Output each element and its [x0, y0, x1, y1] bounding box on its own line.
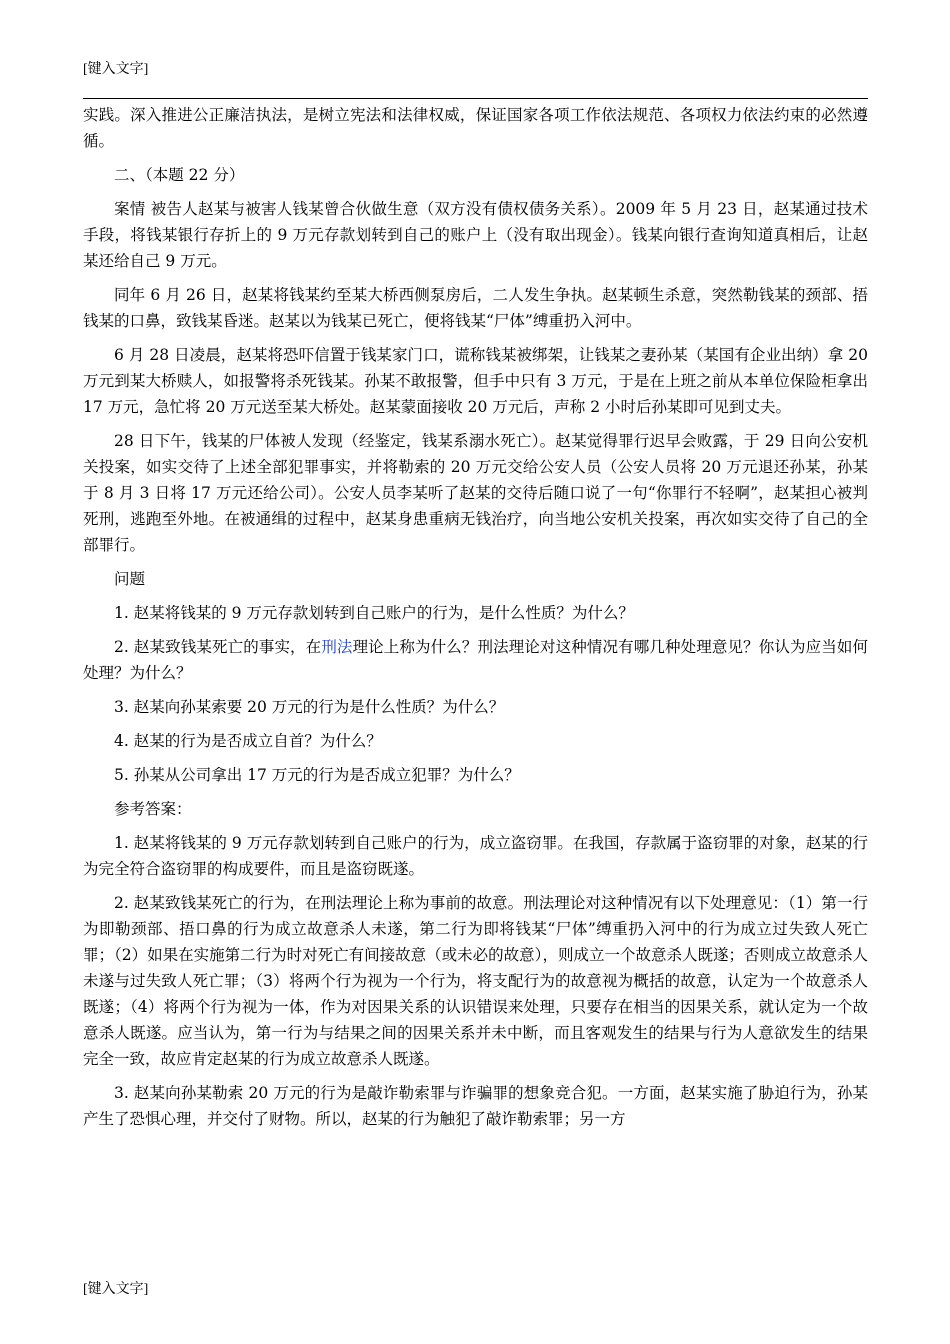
page-footer: [键入文字]: [83, 1282, 149, 1297]
case-paragraph-1: 案情 被告人赵某与被害人钱某曾合伙做生意（双方没有债权债务关系）。2009 年 5 月 23 日，赵某通过技术手段，将钱某银行存折上的 9 万元存款划转到自己的账户上（没有取出现金）。钱某向银行查询知道真相后，让赵某还给自己 9 万元。: [83, 200, 868, 270]
case-paragraph-4: 28 日下午，钱某的尸体被人发现（经鉴定，钱某系溺水死亡）。赵某觉得罪行迟早会败露，于 29 日向公安机关投案，如实交待了上述全部犯罪事实，并将勒索的 20 万元交给公安人员（公安人员将 20 万元退还孙某，孙某于 8 月 3 日将 17 万元还给公司）。公安人员李某听了赵某的交待后随口说了一句“你罪行不轻啊”，赵某担心被判死刑，逃跑至外地。在被通缉的过程中，赵某身患重病无钱治疗，向当地公安机关投案，再次如实交待了自己的全部罪行。: [83, 432, 868, 554]
question-1: 1. 赵某将钱某的 9 万元存款划转到自己账户的行为，是什么性质？为什么？: [114, 604, 634, 622]
intro-paragraph: 实践。深入推进公正廉洁执法，是树立宪法和法律权威，保证国家各项工作依法规范、各项权力依法约束的必然遵循。: [83, 106, 868, 150]
case-paragraph-3: 6 月 28 日凌晨，赵某将恐吓信置于钱某家门口，谎称钱某被绑架，让钱某之妻孙某（某国有企业出纳）拿 20 万元到某大桥赎人，如报警将杀死钱某。孙某不敢报警，但手中只有 3 万元，于是在上班之前从本单位保险柜拿出 17 万元，急忙将 20 万元送至某大桥处。赵某蒙面接收 20 万元后，声称 2 小时后孙某即可见到丈夫。: [83, 346, 868, 416]
answer-2: 2. 赵某致钱某死亡的行为，在刑法理论上称为事前的故意。刑法理论对这种情况有以下处理意见：（1）第一行为即勒颈部、捂口鼻的行为成立故意杀人未遂，第二行为即将钱某“尸体”缚重扔入河中的行为成立过失致人死亡罪；（2）如果在实施第二行为时对死亡有间接故意（或未必的故意），则成立一个故意杀人既遂；否则成立故意杀人未遂与过失致人死亡罪；（3）将两个行为视为一个行为，将支配行为的故意视为概括的故意，认定为一个故意杀人既遂；（4）将两个行为视为一体，作为对因果关系的认识错误来处理，只要存在相当的因果关系，就认定为一个故意杀人既遂。应当认为，第一行为与结果之间的因果关系并未中断，而且客观发生的结果与行为人意欲发生的结果完全一致，故应肯定赵某的行为成立故意杀人既遂。: [83, 894, 868, 1068]
answer-1: 1. 赵某将钱某的 9 万元存款划转到自己账户的行为，成立盗窃罪。在我国，存款属于盗窃罪的对象，赵某的行为完全符合盗窃罪的构成要件，而且是盗窃既遂。: [83, 834, 868, 878]
answer-3: 3. 赵某向孙某勒索 20 万元的行为是敲诈勒索罪与诈骗罪的想象竞合犯。一方面，赵某实施了胁迫行为，孙某产生了恐惧心理，并交付了财物。所以，赵某的行为触犯了敲诈勒索罪；另一方: [83, 1084, 868, 1128]
question-4: 4. 赵某的行为是否成立自首？为什么？: [114, 732, 382, 750]
document-body: [83, 102, 868, 1140]
section-title: 二、（本题 22 分）: [114, 166, 245, 184]
question-3: 3. 赵某向孙某索要 20 万元的行为是什么性质？为什么？: [114, 698, 505, 716]
criminal-law-link[interactable]: 刑法: [321, 638, 353, 656]
header-divider: [83, 98, 868, 99]
page-header: [键入文字]: [83, 62, 149, 77]
question-2-start: 2. 赵某致钱某死亡的事实，在: [114, 638, 322, 656]
case-paragraph-2: 同年 6 月 26 日，赵某将钱某约至某大桥西侧泵房后，二人发生争执。赵某顿生杀意，突然勒钱某的颈部、捂钱某的口鼻，致钱某昏迷。赵某以为钱某已死亡，便将钱某“尸体”缚重扔入河中。: [83, 286, 868, 330]
question-5: 5. 孙某从公司拿出 17 万元的行为是否成立犯罪？为什么？: [114, 766, 520, 784]
questions-title: 问题: [114, 570, 146, 588]
answers-title: 参考答案：: [114, 800, 192, 818]
question-2: [83, 634, 868, 686]
question-2-end: 理论上称为什么？刑法理论对这种情况有哪几种处理意见？你认为应当如何处理？为什么？: [83, 638, 868, 682]
